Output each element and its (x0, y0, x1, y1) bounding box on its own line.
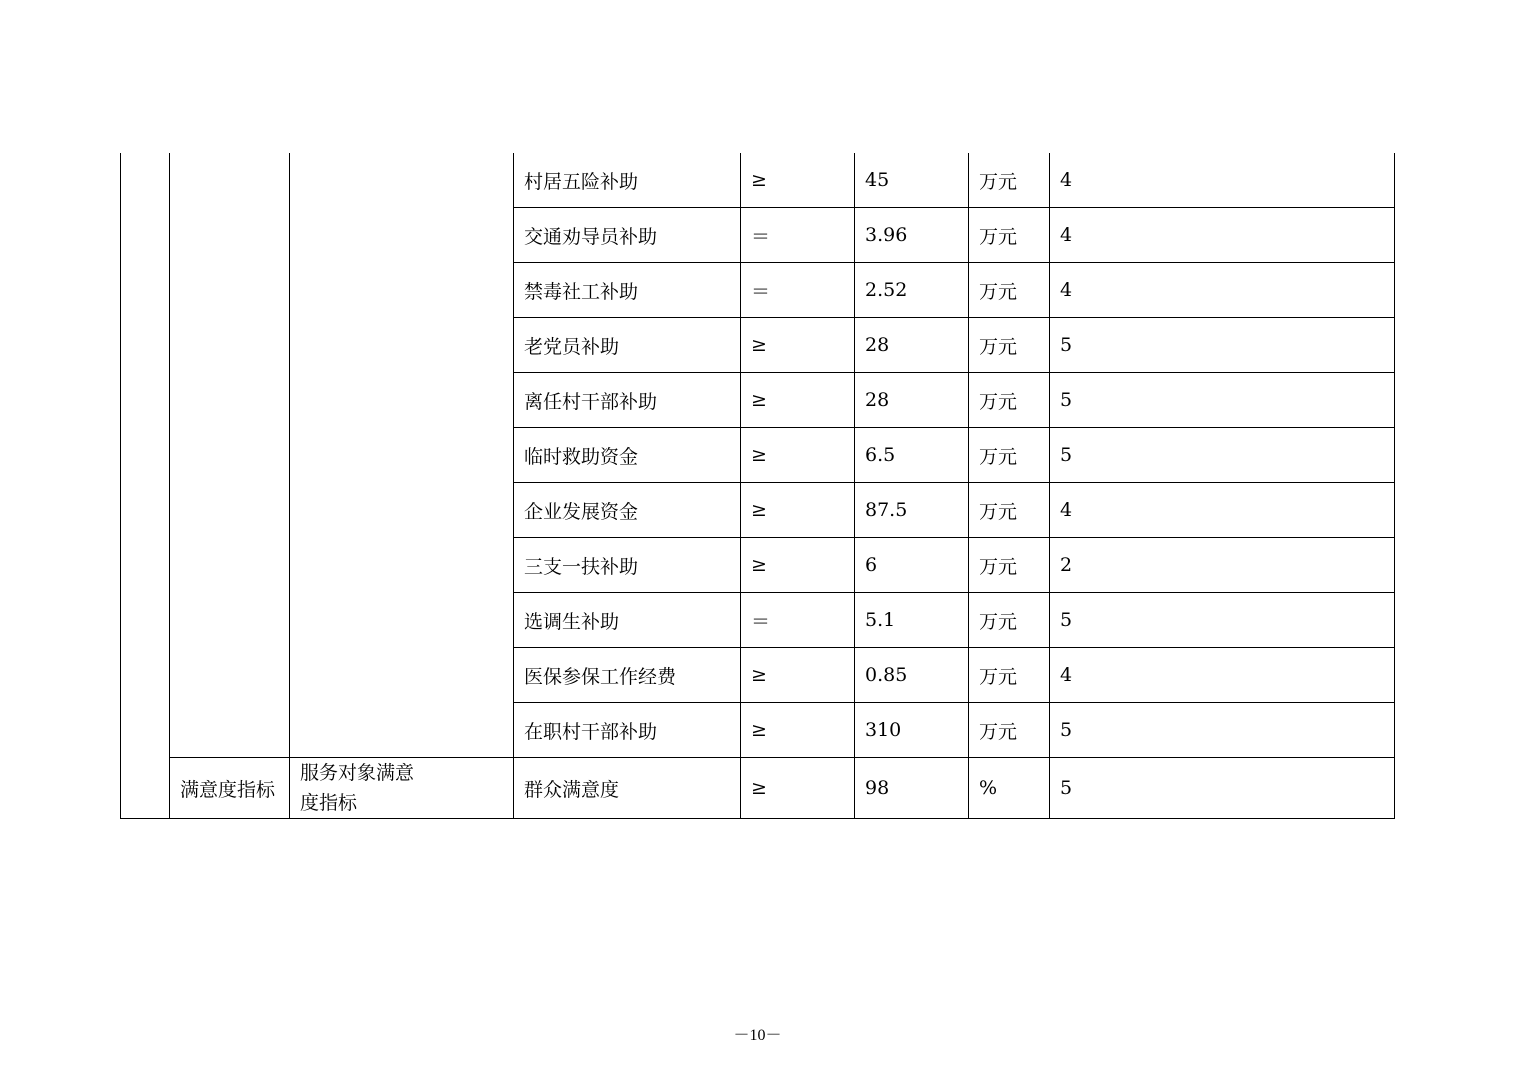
indicator-operator: ＝ (741, 263, 855, 318)
indicator-name: 选调生补助 (514, 593, 741, 648)
indicator-name: 企业发展资金 (514, 483, 741, 538)
indicator-operator: ≥ (741, 153, 855, 208)
indicator-name: 医保参保工作经费 (514, 648, 741, 703)
indicator-score: 4 (1050, 208, 1395, 263)
indicator-operator: ＝ (741, 593, 855, 648)
indicator-operator: ≥ (741, 318, 855, 373)
indicator-name: 在职村干部补助 (514, 703, 741, 758)
indicator-score: 5 (1050, 593, 1395, 648)
indicator-score: 5 (1050, 428, 1395, 483)
level2-cell (170, 153, 290, 758)
table-row (121, 153, 1395, 208)
indicator-table (120, 153, 1395, 819)
indicator-name: 三支一扶补助 (514, 538, 741, 593)
indicator-value: 45 (855, 153, 969, 208)
indicator-score: 5 (1050, 703, 1395, 758)
satisfaction-level3 (290, 758, 514, 819)
indicator-unit: 万元 (969, 593, 1050, 648)
indicator-value: 98 (855, 758, 969, 819)
indicator-operator: ≥ (741, 538, 855, 593)
indicator-value: 5.1 (855, 593, 969, 648)
level1-cell (121, 153, 170, 819)
indicator-value: 87.5 (855, 483, 969, 538)
indicator-unit: 万元 (969, 483, 1050, 538)
indicator-unit: 万元 (969, 318, 1050, 373)
level3-cell (290, 153, 514, 758)
indicator-operator: ＝ (741, 208, 855, 263)
indicator-name: 村居五险补助 (514, 153, 741, 208)
satisfaction-level3-line2: 度指标 (300, 792, 358, 814)
indicator-score: 4 (1050, 263, 1395, 318)
indicator-name: 临时救助资金 (514, 428, 741, 483)
indicator-score: 4 (1050, 648, 1395, 703)
indicator-unit: 万元 (969, 153, 1050, 208)
indicator-unit: 万元 (969, 428, 1050, 483)
indicator-operator: ≥ (741, 373, 855, 428)
indicator-unit: % (969, 758, 1050, 819)
indicator-name: 群众满意度 (514, 758, 741, 819)
indicator-value: 2.52 (855, 263, 969, 318)
indicator-score: 4 (1050, 153, 1395, 208)
indicator-score: 5 (1050, 318, 1395, 373)
indicator-unit: 万元 (969, 263, 1050, 318)
indicator-operator: ≥ (741, 483, 855, 538)
indicator-name: 老党员补助 (514, 318, 741, 373)
indicator-operator: ≥ (741, 428, 855, 483)
indicator-unit: 万元 (969, 648, 1050, 703)
indicator-operator: ≥ (741, 703, 855, 758)
satisfaction-level2: 满意度指标 (170, 758, 290, 819)
table-row-satisfaction (121, 758, 1395, 819)
indicator-unit: 万元 (969, 538, 1050, 593)
indicator-score: 2 (1050, 538, 1395, 593)
indicator-value: 310 (855, 703, 969, 758)
indicator-value: 6.5 (855, 428, 969, 483)
indicator-unit: 万元 (969, 208, 1050, 263)
indicator-score: 5 (1050, 758, 1395, 819)
indicator-value: 28 (855, 373, 969, 428)
indicator-name: 交通劝导员补助 (514, 208, 741, 263)
indicator-score: 4 (1050, 483, 1395, 538)
indicator-value: 0.85 (855, 648, 969, 703)
indicator-value: 3.96 (855, 208, 969, 263)
indicator-name: 离任村干部补助 (514, 373, 741, 428)
indicator-name: 禁毒社工补助 (514, 263, 741, 318)
satisfaction-level3-line1: 服务对象满意 (300, 762, 415, 784)
indicator-unit: 万元 (969, 373, 1050, 428)
indicator-value: 28 (855, 318, 969, 373)
indicator-operator: ≥ (741, 648, 855, 703)
page-number: －10－ (733, 1027, 782, 1044)
indicator-operator: ≥ (741, 758, 855, 819)
indicator-unit: 万元 (969, 703, 1050, 758)
indicator-value: 6 (855, 538, 969, 593)
indicator-score: 5 (1050, 373, 1395, 428)
